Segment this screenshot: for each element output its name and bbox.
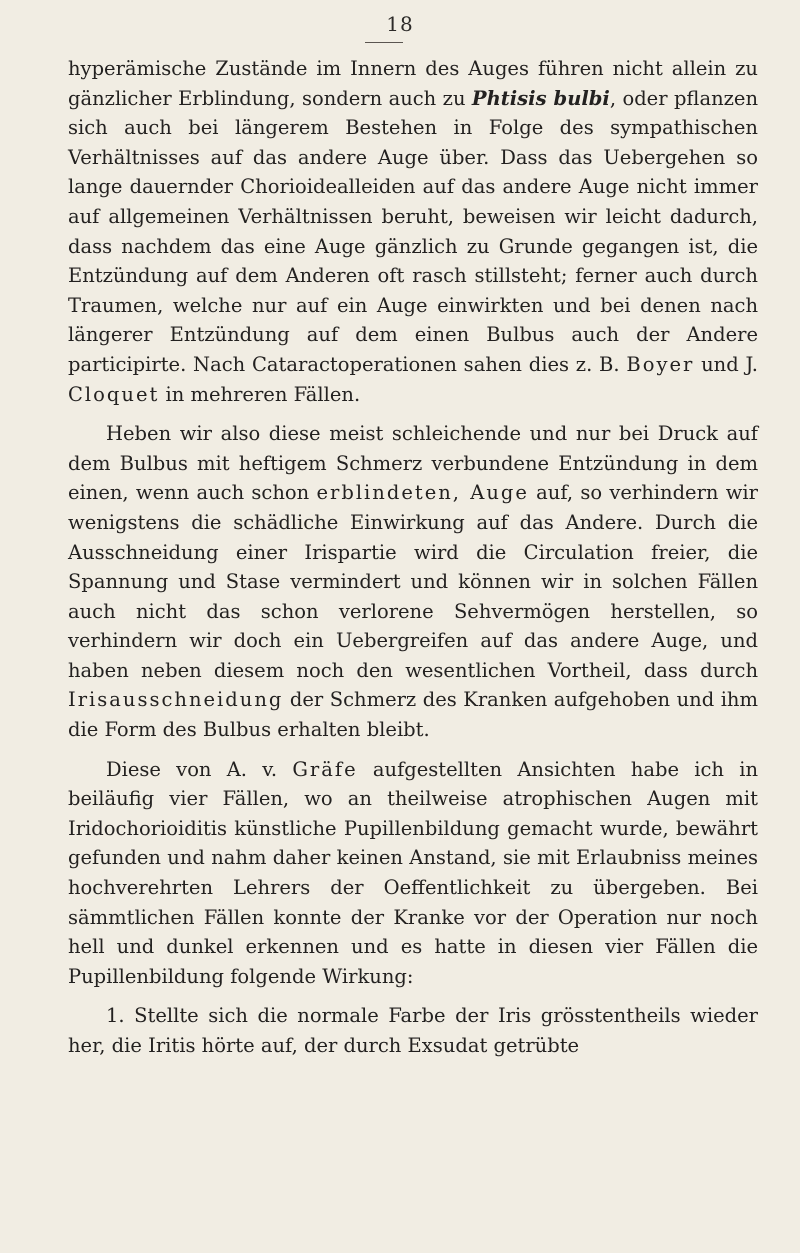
paragraph-1	[68, 54, 758, 409]
paragraph-1-part-b: , oder pflanzen sich auch bei längerem Bestehen in Folge des sympathischen Verhältnisses auf das andere Auge über. Dass das Uebergehen so lange dauernder Chorioidealleiden auf das andere Auge nicht immer auf allgemeinen Verhältnissen beruht, beweisen wir leicht dadurch, dass nachdem das eine Auge gänzlich zu Grunde gegangen ist, die Entzündung auf dem Anderen oft rasch stillsteht; ferner auch durch Traumen, welche nur auf ein Auge einwirkten und bei denen nach längerer Entzündung auf dem einen Bulbus auch der Andere participirte. Nach Cataractoperationen sahen dies z. B.	[68, 86, 758, 376]
paragraph-1-part-d: in mehreren Fällen.	[159, 382, 361, 406]
paragraph-1-part-c: und J.	[694, 352, 758, 376]
paragraph-1-part-a: hyperämische Zustände im Innern des Auges führen nicht allein zu gänzlicher Erblindung, sondern auch zu	[68, 57, 758, 110]
author-name-grafe: Gräfe	[292, 757, 358, 781]
paragraph-3-part-a: Diese von A. v.	[106, 757, 293, 781]
page-number-rule	[365, 42, 403, 43]
page-number: 18	[386, 12, 414, 36]
paragraph-3-part-b: aufgestellten Ansichten habe ich in beiläufig vier Fällen, wo an theilweise atrophischen Augen mit Iridochorioiditis künstliche Pupillenbildung gemacht wurde, bewährt gefunden und nahm daher keinen Anstand, sie mit Erlaubniss meines hochverehrten Lehrers der Oeffentlichkeit zu übergeben. Bei sämmtlichen Fällen konnte der Kranke vor der Operation nur noch hell und dunkel erkennen und es hatte in diesen vier Fällen die Pupillenbildung folgende Wirkung:	[68, 757, 759, 988]
author-name-boyer: Boyer	[626, 352, 695, 376]
paragraph-2-part-a: Heben wir also diese meist schleichende und nur bei Druck auf dem Bulbus mit heftigem Schmerz verbundene Entzündung in dem einen, wenn auch schon	[68, 422, 758, 505]
paragraph-2-part-b: auf, so verhindern wir wenigstens die schädliche Einwirkung auf das Andere. Durch die Ausschneidung einer Irispartie wird die Circulation freier, die Spannung und Stase vermindert und können wir in solchen Fällen auch nicht das schon verlorene Sehvermögen herstellen, so verhindern wir doch ein Uebergreifen auf das andere Auge, und haben neben diesem noch den wesentlichen Vortheil, dass durch	[68, 481, 758, 682]
paragraph-gap	[68, 991, 758, 1001]
paragraph-gap	[68, 409, 758, 419]
paragraph-2-part-c: der Schmerz des Kranken aufgehoben und ihm die Form des Bulbus erhalten bleibt.	[68, 688, 758, 742]
latin-term-phtisis-bulbi: Phtisis bulbi	[471, 86, 610, 110]
paragraph-2	[68, 419, 758, 745]
paragraph-3	[68, 755, 758, 992]
paragraph-gap	[68, 745, 758, 755]
emphasis-erblindeten-auge: erblindeten, Auge	[316, 481, 529, 505]
author-name-cloquet: Cloquet	[68, 382, 160, 406]
paragraph-4-list-item-1: 1. Stellte sich die normale Farbe der Iris grösstentheils wieder her, die Iritis hörte auf, der durch Exsudat getrübte	[68, 1004, 758, 1057]
body-text	[68, 54, 758, 1061]
emphasis-irisausschneidung: Irisausschneidung	[68, 688, 284, 712]
